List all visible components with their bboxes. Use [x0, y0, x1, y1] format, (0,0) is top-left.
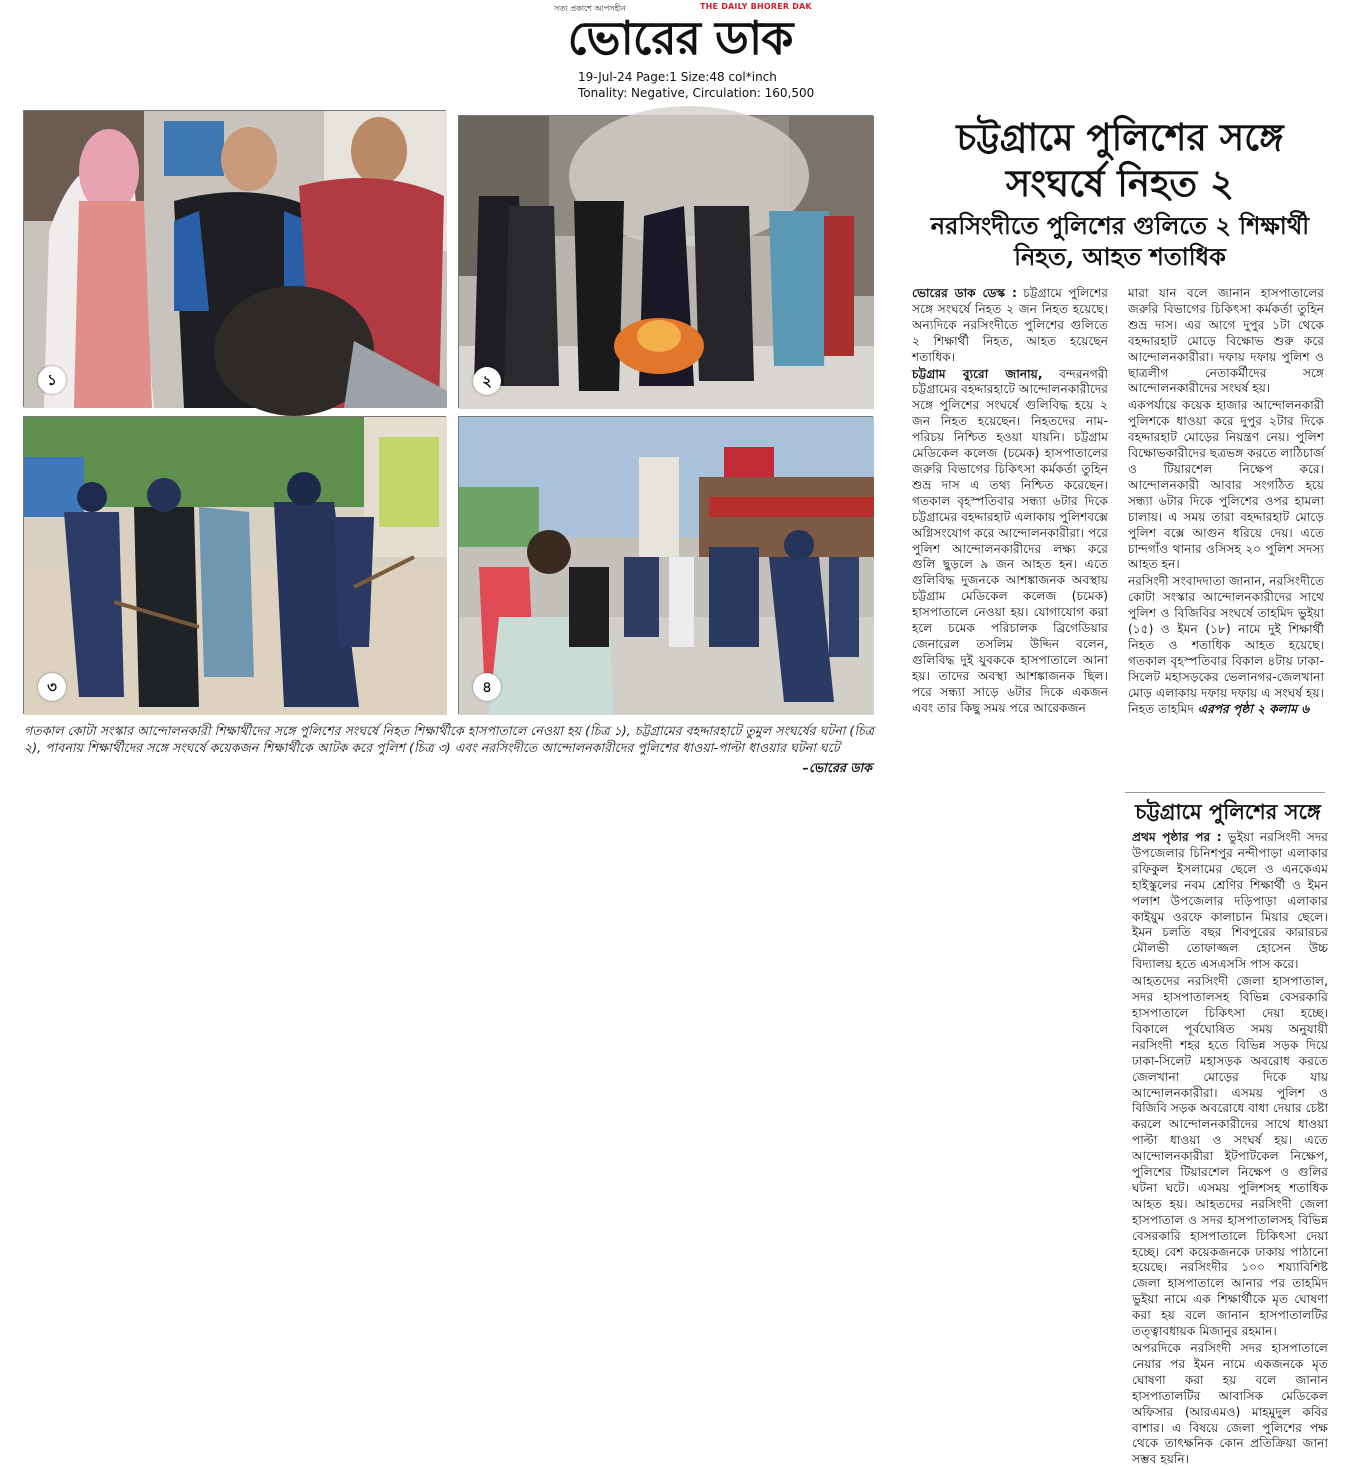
photo-1-image — [24, 111, 447, 408]
continuation-headline: চট্টগ্রামে পুলিশের সঙ্গে — [1135, 799, 1321, 824]
photo-3-image — [24, 417, 447, 715]
photo-4 — [458, 416, 873, 714]
photo-2 — [458, 115, 873, 408]
continued-from-label: প্রথম পৃষ্ঠার পর : — [1132, 830, 1222, 844]
paragraph-text: চট্টগ্রামে পুলিশের সঙ্গে সংঘর্ষে নিহত ২ জন নিহত হয়েছে। অন্যদিকে নরসিংদীতে পুলিশের গুলিতে ২ শিক্ষার্থী নিহত, আহত হয়েছেন শতাধিক। — [912, 286, 1108, 364]
continued-on-page-link[interactable]: এরপর পৃষ্ঠা ২ কলাম ৬ — [1197, 701, 1310, 716]
article-column-1 — [912, 286, 1108, 717]
article-paragraph — [1132, 830, 1328, 973]
dateline-desk: ভোরের ডাক ডেস্ক : — [912, 286, 1017, 300]
paragraph-text: ভুইয়া নরসিংদী সদর উপজেলার চিনিশপুর নন্দীপাড়া এলাকার রফিকুল ইসলামের ছেলে ও এনকেএম হাইস্কুলের নবম শ্রেণির শিক্ষার্থী ও ইমন পলাশ উপজেলার দড়িপাড়া এলাকার কাইয়ুম ওরফে কালাচান মিয়ার ছেলে। ইমন চলতি বছর শিবপুরের কারারচর মৌলভী তোফাজ্জল হোসেন উচ্চ বিদ্যালয় হতে এসএসসি পাস করে। — [1132, 830, 1328, 972]
photo-credit: –ভোরের ডাক — [802, 760, 872, 775]
paragraph-text: নরসিংদী সংবাদদাতা জানান, নরসিংদীতে কোটা সংস্কার আন্দোলনকারীদের সাথে পুলিশ ও বিজিবির সংঘর্ষে তাহমিদ ভুইয়া (১৫) ও ইমন (১৮) নামে দুই শিক্ষার্থী নিহত ও শতাধিক আহত হয়েছে। গতকাল বৃহস্পতিবার বিকাল ৪টায় ঢাকা-সিলেট মহাসড়কের ভেলানগর-জেলখানা মোড় এলাকায় দফায় দফায় এ সংঘর্ষ হয়। নিহত তাহমিদ — [1128, 574, 1324, 716]
article-subheadline: নরসিংদীতে পুলিশের গুলিতে ২ শিক্ষার্থী নিহত, আহত শতাধিক — [930, 211, 1310, 271]
article-paragraph — [912, 286, 1108, 366]
clipping-meta-page: 19-Jul-24 Page:1 Size:48 col*inch — [578, 70, 777, 84]
masthead — [530, 0, 830, 104]
article-paragraph — [1128, 574, 1324, 717]
article-paragraph: একপর্যায়ে কয়েক হাজার আন্দোলনকারী পুলিশকে ধাওয়া করে দুপুর ২টার দিকে বহদ্দারহাট মোড়ের নিয়ন্ত্রণ নেয়। পুলিশ বিক্ষোভকারীদের ছত্রভঙ্গ করতে লাঠিচার্জ ও টিয়ারশেল নিক্ষেপ করে। আন্দোলনকারী আবার সংগঠিত হয়ে সন্ধ্যা ৬টার দিকে পুলিশের ওপর হামলা চালায়। এ সময় তারা বহদ্দারহাট মোড়ে পুলিশ বক্সে আগুন ধরিয়ে দেয়। এতে চান্দগাঁও থানার ওসিসহ ২০ পুলিশ সদস্য আহত হন। — [1128, 398, 1324, 572]
photo-caption: গতকাল কোটা সংস্কার আন্দোলনকারী শিক্ষার্থীদের সঙ্গে পুলিশের সংঘর্ষে নিহত শিক্ষার্থীকে হাসপাতালে নেওয়া হয় (চিত্র ১), চট্টগ্রামের বহদ্দারহাটে তুমুল সংঘর্ষের ঘটনা (চিত্র ২), পাবনায় শিক্ষার্থীদের সঙ্গে সংঘর্ষে কয়েকজন শিক্ষার্থীকে আটক করে পুলিশ (চিত্র ৩) এবং নরসিংদীতে আন্দোলনকারীদের পুলিশের ধাওয়া-পাল্টা ধাওয়ার ঘটনা ঘটে — [24, 723, 874, 755]
continuation-column — [1132, 830, 1328, 1469]
photo-1 — [23, 110, 446, 407]
clipping-meta-tonality: Tonality: Negative, Circulation: 160,500 — [578, 86, 815, 100]
photo-3-number: ৩ — [38, 673, 66, 701]
article-column-2 — [1128, 286, 1324, 718]
photo-4-image — [459, 417, 874, 715]
article-paragraph: মারা যান বলে জানান হাসপাতালের জরুরি বিভাগের চিকিৎসা কর্মকর্তা তুহিন শুভ্র দাস। এর আগে দুপুর ১টা থেকে বহদ্দারহাট মোড়ে বিক্ষোভ শুরু করে আন্দোলনকারীরা। দফায় দফায় পুলিশ ও ছাত্রলীগ নেতাকর্মীদের সঙ্গে আন্দোলনকারীদের সংঘর্ষ হয়। — [1128, 286, 1324, 396]
article-paragraph: অপরদিকে নরসিংদী সদর হাসপাতালে নেয়ার পর ইমন নামে একজনকে মৃত ঘোষণা করা হয় বলে জানান হাসপাতালটির আবাসিক মেডিকেল অফিসার (আরএমও) মাহমুদুল কবির বাশার। এ বিষয়ে জেলা পুলিশের পক্ষ থেকে তাৎক্ষনিক কোন প্রতিক্রিয়া জানা সম্ভব হয়নি। — [1132, 1341, 1328, 1467]
photo-1-number: ১ — [38, 366, 66, 394]
article-headline: চট্টগ্রামে পুলিশের সঙ্গে সংঘর্ষে নিহত ২ — [956, 115, 1284, 205]
photo-3 — [23, 416, 446, 714]
masthead-english-name: THE DAILY BHORER DAK — [700, 2, 812, 11]
photo-2-number: ২ — [473, 367, 501, 395]
masthead-tagline: সত্য প্রকাশে আপসহীন — [554, 4, 626, 13]
article-paragraph: আহতদের নরসিংদী জেলা হাসপাতাল, সদর হাসপাতালসহ বিভিন্ন বেসরকারি হাসপাতালে চিকিৎসা দেয়া হচ্ছে। বিকালে পূর্বঘোষিত সময় অনুযায়ী নরসিংদী শহর হতে বিভিন্ন সড়ক দিয়ে ঢাকা-সিলেট মহাসড়ক অবরোধ করতে জেলখানা মোড়ের দিকে যায় আন্দোলনকারীরা। এসময় পুলিশ ও বিজিবি সড়ক অবরোধে বাধা দেয়ার চেষ্টা করলে আন্দোলনকারীদের সাথে ধাওয়া পাল্টা ধাওয়া ও সংঘর্ষ হয়। এতে আন্দোলনকারীরা ইটপাটকেল নিক্ষেপ, পুলিশের টিয়ারশেল নিক্ষেপ ও গুলির ঘটনা ঘটে। এসময় পুলিশসহ শতাধিক আহত হয়। আহতদের নরসিংদী জেলা হাসপাতাল ও সদর হাসপাতালসহ বিভিন্ন বেসরকারি হাসপাতালে চিকিৎসা দেয়া হচ্ছে। বেশ কয়েকজনকে ঢাকায় পাঠানো হয়েছে। নরসিংদীর ১০০ শয্যাবিশিষ্ট জেলা হাসপাতালে আনার পর তাহমিদ ভুইয়া নামে এক শিক্ষার্থীকে মৃত ঘোষণা করা হয় বলে জানান হাসপাতালটির তত্ত্বাবধায়ক মিজানুর রহমান। — [1132, 974, 1328, 1339]
dateline-bureau: চট্টগ্রাম ব্যুরো জানায়, — [912, 366, 1043, 381]
photo-2-image — [459, 116, 874, 409]
newspaper-logo: ভোরের ডাক — [567, 11, 793, 65]
paragraph-text: বন্দরনগরী চট্টগ্রামের বহদ্দারহাটে আন্দোলনকারীদের সঙ্গে পুলিশের সংঘর্ষে গুলিবিদ্ধ হয়ে ২ জন নিহত হয়েছেন। নিহতদের নাম-পরিচয় নিশ্চিত হওয়া যায়নি। চট্টগ্রাম মেডিকেল কলেজ (চমেক) হাসপাতালের জরুরি বিভাগের চিকিৎসা কর্মকর্তা তুহিন শুভ্র দাস এ তথ্য নিশ্চিত করেছেন। গতকাল বৃহস্পতিবার সন্ধ্যা ৬টার দিকে চট্টগ্রামের বহদ্দারহাট এলাকায় পুলিশবক্সে অগ্নিসংযোগ করে আন্দোলনকারীরা। পরে পুলিশ আন্দোলনকারীদের লক্ষ্য করে গুলি ছুড়লে ৯ জন আহত হন। এতে গুলিবিদ্ধ দুজনকে আশঙ্কাজনক অবস্থায় চট্টগ্রাম মেডিকেল কলেজ (চমেক) হাসপাতালে নেওয়া হয়। যোগাযোগ করা হলে চমেক পরিচালক ব্রিগেডিয়ার জেনারেল তসলিম উদ্দিন বলেন, গুলিবিদ্ধ দুই যুবককে হাসপাতালে আনা হয়। তাদের অবস্থা আশঙ্কাজনক ছিল। পরে সন্ধ্যা সাড়ে ৬টার দিকে একজন এবং তার কিছু সময় পরে আরেকজন — [912, 366, 1108, 715]
section-divider — [1125, 792, 1325, 793]
article-paragraph — [912, 367, 1108, 717]
photo-4-number: ৪ — [473, 673, 501, 701]
